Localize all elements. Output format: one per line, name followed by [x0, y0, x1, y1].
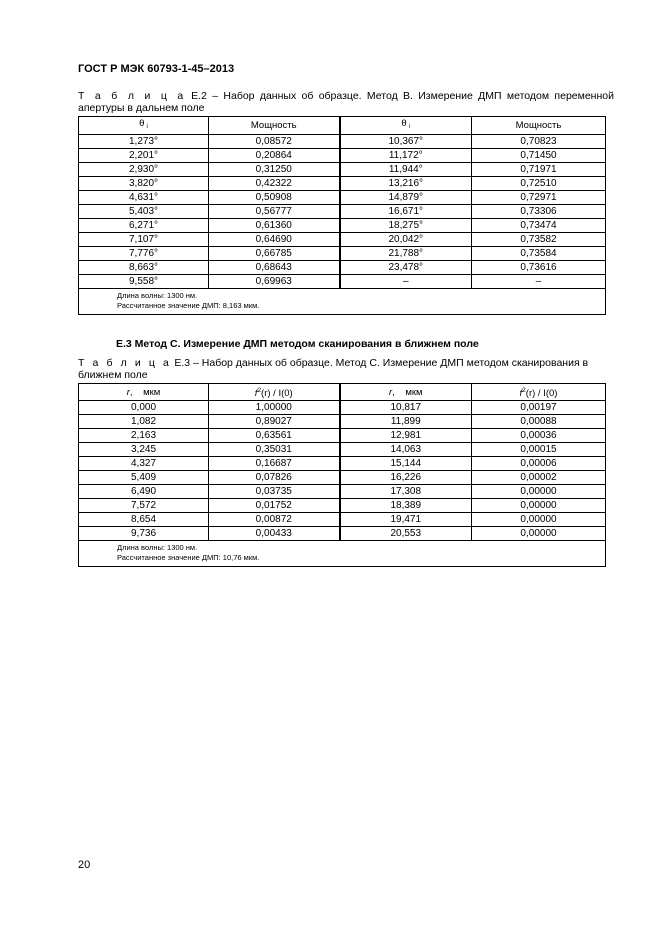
table-e2-note-calc: Рассчитанное значение ДМП: 8,163 мкм.: [117, 301, 260, 310]
table-e3-caption: [78, 358, 598, 381]
table-cell: 5,409: [79, 471, 209, 485]
table-cell: 16,226: [340, 471, 472, 485]
table-cell: 0,73306: [472, 205, 606, 219]
table-cell: 19,471: [340, 513, 472, 527]
table-cell: 0,01752: [209, 499, 340, 513]
col-theta-symbol: θ: [139, 118, 145, 129]
table-cell: 21,788°: [340, 247, 472, 261]
table-cell: 0,000: [79, 401, 209, 415]
table-cell: 1,273°: [79, 135, 209, 149]
table-cell: 0,73584: [472, 247, 606, 261]
table-cell: 2,930°: [79, 163, 209, 177]
table-cell: 10,817: [340, 401, 472, 415]
table-cell: 9,558°: [79, 275, 209, 289]
table-cell: 18,389: [340, 499, 472, 513]
table-cell: 0,71971: [472, 163, 606, 177]
table-row: [79, 163, 606, 177]
col-theta-symbol: θ: [401, 118, 407, 129]
table-cell: 0,00433: [209, 527, 340, 541]
table-cell: 0,20864: [209, 149, 340, 163]
table-row: [79, 471, 606, 485]
table-e3: [78, 383, 606, 567]
table-cell: 11,899: [340, 415, 472, 429]
table-cell: 1,00000: [209, 401, 340, 415]
table-cell: 0,00000: [472, 513, 606, 527]
table-cell: 0,72971: [472, 191, 606, 205]
table-row: [79, 485, 606, 499]
table-cell: 9,736: [79, 527, 209, 541]
table-row: [79, 135, 606, 149]
col-f-header: [209, 384, 340, 401]
table-cell: –: [472, 275, 606, 289]
table-cell: 0,08572: [209, 135, 340, 149]
table-cell: 8,654: [79, 513, 209, 527]
table-cell: 0,00088: [472, 415, 606, 429]
table-row: [79, 247, 606, 261]
table-row: [79, 499, 606, 513]
table-e2-caption-text: Е.2 – Набор данных об образце. Метод В. Измерение ДМП методом переменной апертуры в дальнем поле: [78, 90, 614, 114]
table-e2-note-wavelength: Длина волны: 1300 нм.: [117, 291, 198, 300]
table-cell: 0,68643: [209, 261, 340, 275]
col-r-symbol: r: [126, 386, 130, 398]
table-cell: 12,981: [340, 429, 472, 443]
table-row: [79, 513, 606, 527]
table-e3-notes-row: [79, 541, 606, 567]
table-cell: 0,72510: [472, 177, 606, 191]
col-theta-header: [340, 117, 472, 135]
table-e2-header-row: [79, 117, 606, 135]
table-cell: 0,00006: [472, 457, 606, 471]
col-r-header: [79, 384, 209, 401]
table-cell: 0,70823: [472, 135, 606, 149]
table-cell: 0,16687: [209, 457, 340, 471]
table-row: [79, 219, 606, 233]
table-cell: 11,944°: [340, 163, 472, 177]
table-cell: 0,31250: [209, 163, 340, 177]
table-cell: 0,00000: [472, 485, 606, 499]
table-row: [79, 191, 606, 205]
table-cell: 0,35031: [209, 443, 340, 457]
table-e3-caption-lead: Т а б л и ц а: [78, 357, 172, 369]
table-cell: 0,00036: [472, 429, 606, 443]
col-r-symbol: r: [388, 386, 393, 398]
col-theta-subscript: i: [146, 124, 148, 130]
table-cell: 0,00002: [472, 471, 606, 485]
col-f-tail: (r) / I(0): [261, 388, 293, 399]
table-cell: 15,144: [340, 457, 472, 471]
table-cell: 0,42322: [209, 177, 340, 191]
table-row: [79, 443, 606, 457]
table-e3-note-wavelength: Длина волны: 1300 нм.: [117, 543, 198, 552]
table-cell: 0,61360: [209, 219, 340, 233]
table-cell: 20,553: [340, 527, 472, 541]
table-cell: 2,163: [79, 429, 209, 443]
table-cell: 0,50908: [209, 191, 340, 205]
table-cell: –: [340, 275, 472, 289]
col-power-header: Мощность: [472, 117, 606, 135]
page-number: 20: [78, 859, 91, 871]
table-cell: 0,69963: [209, 275, 340, 289]
table-cell: 0,00015: [472, 443, 606, 457]
table-e3-header-row: [79, 384, 606, 401]
table-cell: 0,73474: [472, 219, 606, 233]
table-cell: 1,082: [79, 415, 209, 429]
table-cell: 0,00872: [209, 513, 340, 527]
table-cell: 0,73582: [472, 233, 606, 247]
table-cell: 14,879°: [340, 191, 472, 205]
col-r-header: [340, 384, 472, 401]
table-cell: 0,73616: [472, 261, 606, 275]
table-cell: 0,07826: [209, 471, 340, 485]
col-r-unit: , мкм: [392, 386, 423, 398]
table-row: [79, 261, 606, 275]
table-cell: 0,89027: [209, 415, 340, 429]
col-r-unit: , мкм: [129, 386, 161, 398]
table-cell: 17,308: [340, 485, 472, 499]
table-cell: 0,00197: [472, 401, 606, 415]
table-cell: 11,172°: [340, 149, 472, 163]
col-f-header: [472, 384, 606, 401]
table-e2-caption-lead: Т а б л и ц а: [78, 90, 186, 102]
table-cell: 0,03735: [209, 485, 340, 499]
col-f-symbol: f: [254, 388, 258, 399]
table-cell: 7,776°: [79, 247, 209, 261]
table-cell: 7,107°: [79, 233, 209, 247]
table-cell: 18,275°: [340, 219, 472, 233]
table-row: [79, 401, 606, 415]
table-e3-notes: [79, 541, 606, 567]
section-e3-heading: Е.3 Метод С. Измерение ДМП методом сканирования в ближнем поле: [116, 338, 479, 350]
table-cell: 0,00000: [472, 527, 606, 541]
table-cell: 20,042°: [340, 233, 472, 247]
table-cell: 0,56777: [209, 205, 340, 219]
table-cell: 4,631°: [79, 191, 209, 205]
table-cell: 4,327: [79, 457, 209, 471]
col-f-superscript: 2: [257, 387, 262, 394]
col-f-superscript: 2: [522, 387, 526, 394]
table-row: [79, 527, 606, 541]
table-cell: 3,245: [79, 443, 209, 457]
table-row: [79, 177, 606, 191]
table-cell: 0,71450: [472, 149, 606, 163]
table-cell: 2,201°: [79, 149, 209, 163]
table-row: [79, 415, 606, 429]
table-cell: 0,63561: [209, 429, 340, 443]
table-cell: 5,403°: [79, 205, 209, 219]
table-cell: 0,00000: [472, 499, 606, 513]
table-row: [79, 233, 606, 247]
table-cell: 0,66785: [209, 247, 340, 261]
table-cell: 14,063: [340, 443, 472, 457]
table-e2-caption: [78, 91, 614, 114]
table-cell: 6,490: [79, 485, 209, 499]
table-cell: 0,64690: [209, 233, 340, 247]
table-cell: 10,367°: [340, 135, 472, 149]
table-cell: 6,271°: [79, 219, 209, 233]
table-e2: [78, 116, 606, 315]
table-row: [79, 429, 606, 443]
table-cell: 7,572: [79, 499, 209, 513]
table-row: [79, 205, 606, 219]
table-cell: 3,820°: [79, 177, 209, 191]
table-row: [79, 275, 606, 289]
table-row: [79, 457, 606, 471]
table-cell: 23,478°: [340, 261, 472, 275]
table-e3-caption-text: Е.3 – Набор данных об образце. Метод С. Измерение ДМП методом сканирования в ближнем поле: [78, 357, 589, 381]
col-theta-header: [79, 117, 209, 135]
col-theta-subscript: i: [408, 124, 411, 130]
table-cell: 8,663°: [79, 261, 209, 275]
col-power-header: Мощность: [209, 117, 340, 135]
col-f-tail: (r) / I(0): [525, 388, 558, 399]
document-header: ГОСТ Р МЭК 60793-1-45–2013: [78, 63, 235, 75]
table-row: [79, 149, 606, 163]
table-e2-notes-row: [79, 289, 606, 315]
table-e2-notes: [79, 289, 606, 315]
col-f-symbol: f: [519, 388, 523, 399]
table-e3-note-calc: Рассчитанное значение ДМП: 10,76 мкм.: [117, 553, 260, 562]
table-cell: 16,671°: [340, 205, 472, 219]
table-cell: 13,216°: [340, 177, 472, 191]
